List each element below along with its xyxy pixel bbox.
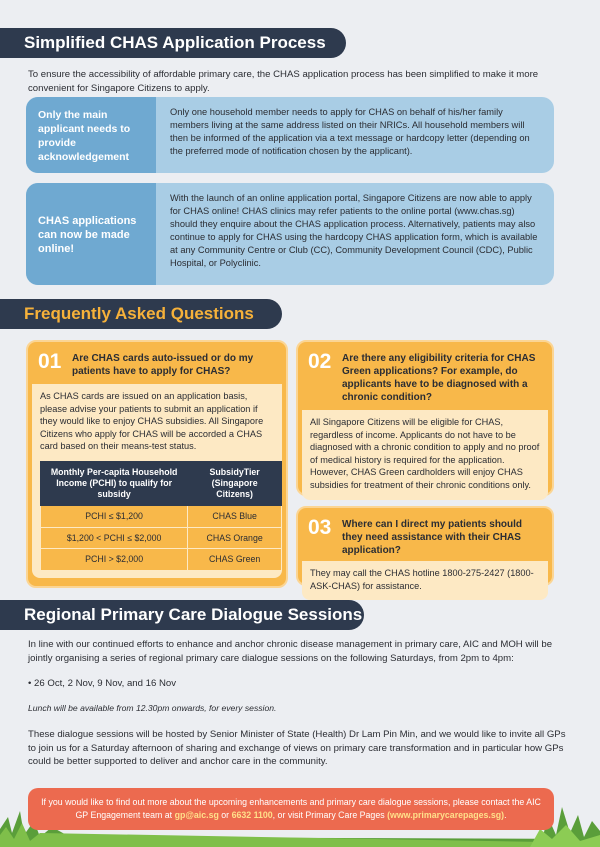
dialogue-dates: • 26 Oct, 2 Nov, 9 Nov, and 16 Nov xyxy=(28,678,177,689)
table-cell: CHAS Orange xyxy=(188,527,282,549)
chas-intro: To ensure the accessibility of affordable primary care, the CHAS application process has been simplified to make it more convenient for Singapore Citizens to apply. xyxy=(28,69,539,94)
footer-email-link[interactable]: gp@aic.sg xyxy=(174,809,219,820)
faq-card-3 xyxy=(296,506,554,591)
chas-card-body: With the launch of an online application portal, Singapore Citizens are now able to apply for CHAS online! CHAS clinics may refer patients to the online portal (www.chas.sg) should they enquire about the CHAS application process. Alternatively, patients may also continue to apply for CHAS using the hardcopy CHAS application form, which is available at any Community Centre or Club (CC), Community Development Council (CDC), Public Hospital, or Polyclinic. xyxy=(170,193,538,268)
footer-website-link[interactable]: (www.primarycarepages.sg) xyxy=(387,809,505,820)
footer-text: or xyxy=(218,809,232,820)
chas-card-online xyxy=(26,183,554,285)
table-row xyxy=(41,527,282,549)
faq-answer-block xyxy=(32,384,282,578)
dialogue-closing: These dialogue sessions will be hosted by Senior Minister of State (Health) Dr Lam Pin Min, and we would like to invite all GPs to join us for a Saturday afternoon of sharing and exchange of views on primary care transformation and in particular how GPs could be better supported to deliver and anchor care in the community. xyxy=(28,729,566,767)
faq-question: Are there any eligibility criteria for CHAS Green applications? For example, do applicants have to be diagnosed with a chronic condition? xyxy=(342,353,536,403)
faq-card-2 xyxy=(296,340,554,496)
dialogue-section-title: Regional Primary Care Dialogue Sessions xyxy=(0,600,364,630)
table-cell: $1,200 < PCHI ≤ $2,000 xyxy=(41,527,188,549)
footer-text: . xyxy=(504,809,507,820)
table-cell: PCHI > $2,000 xyxy=(41,549,188,571)
chas-card-label: Only the main applicant needs to provide acknowledgement xyxy=(26,97,156,173)
chas-card-body: Only one household member needs to apply for CHAS on behalf of his/her family members living at the same address listed on their NRICs. All household members will then be informed of the application via a text message or hardcopy letter (depending on the preferred mode of notification chosen by the applicant). xyxy=(170,107,530,156)
table-row xyxy=(41,505,282,527)
faq-answer: They may call the CHAS hotline 1800-275-2427 (1800-ASK-CHAS) for assistance. xyxy=(302,561,548,600)
faq-question: Are CHAS cards auto-issued or do my patients have to apply for CHAS? xyxy=(72,353,254,377)
faq-question: Where can I direct my patients should they need assistance with their CHAS application? xyxy=(342,519,523,556)
faq-card-1 xyxy=(26,340,288,588)
faq-number: 01 xyxy=(38,350,62,373)
table-header: Monthly Per-capita Household Income (PCHI) to qualify for subsidy xyxy=(41,461,188,505)
table-cell: CHAS Blue xyxy=(188,505,282,527)
dialogue-lunch-note: Lunch will be available from 12.30pm onwards, for every session. xyxy=(28,703,277,713)
faq-answer: All Singapore Citizens will be eligible for CHAS, regardless of income. Applicants do not have to be diagnosed with a chronic condition to apply and no proof of medical history is required for the application. However, CHAS Green cardholders will enjoy CHAS subsidies for treatment of their chronic conditions only. xyxy=(302,410,548,500)
footer-text: , or visit Primary Care Pages xyxy=(272,809,388,820)
faq-answer: As CHAS cards are issued on an application basis, please advise your patients to submit an application if they would like to enjoy CHAS subsidies. All Singapore Citizens who apply for CHAS will be accorded a CHAS card based on their means-test status. xyxy=(40,391,264,452)
faq-section-title: Frequently Asked Questions xyxy=(0,299,282,329)
footer-phone[interactable]: 6632 1100 xyxy=(231,809,273,820)
subsidy-table xyxy=(40,461,282,571)
table-cell: CHAS Green xyxy=(188,549,282,571)
dialogue-intro: In line with our continued efforts to enhance and anchor chronic disease management in primary care, AIC and MOH will be jointly organising a series of regional primary care dialogue sessions on the following Saturdays, from 2pm to 4pm: xyxy=(28,639,553,664)
contact-banner xyxy=(28,788,554,830)
table-row xyxy=(41,549,282,571)
faq-number: 02 xyxy=(308,350,332,373)
footer-text: If you would like to find out more about the upcoming enhancements and primary care dialogue sessions, please contact the AIC GP Engagement team at xyxy=(41,797,541,820)
chas-section-title: Simplified CHAS Application Process xyxy=(0,28,346,58)
table-header: SubsidyTier (Singapore Citizens) xyxy=(188,461,282,505)
chas-card-label: CHAS applications can now be made online! xyxy=(26,183,156,285)
faq-number: 03 xyxy=(308,516,332,539)
chas-card-acknowledgement xyxy=(26,97,554,173)
table-cell: PCHI ≤ $1,200 xyxy=(41,505,188,527)
